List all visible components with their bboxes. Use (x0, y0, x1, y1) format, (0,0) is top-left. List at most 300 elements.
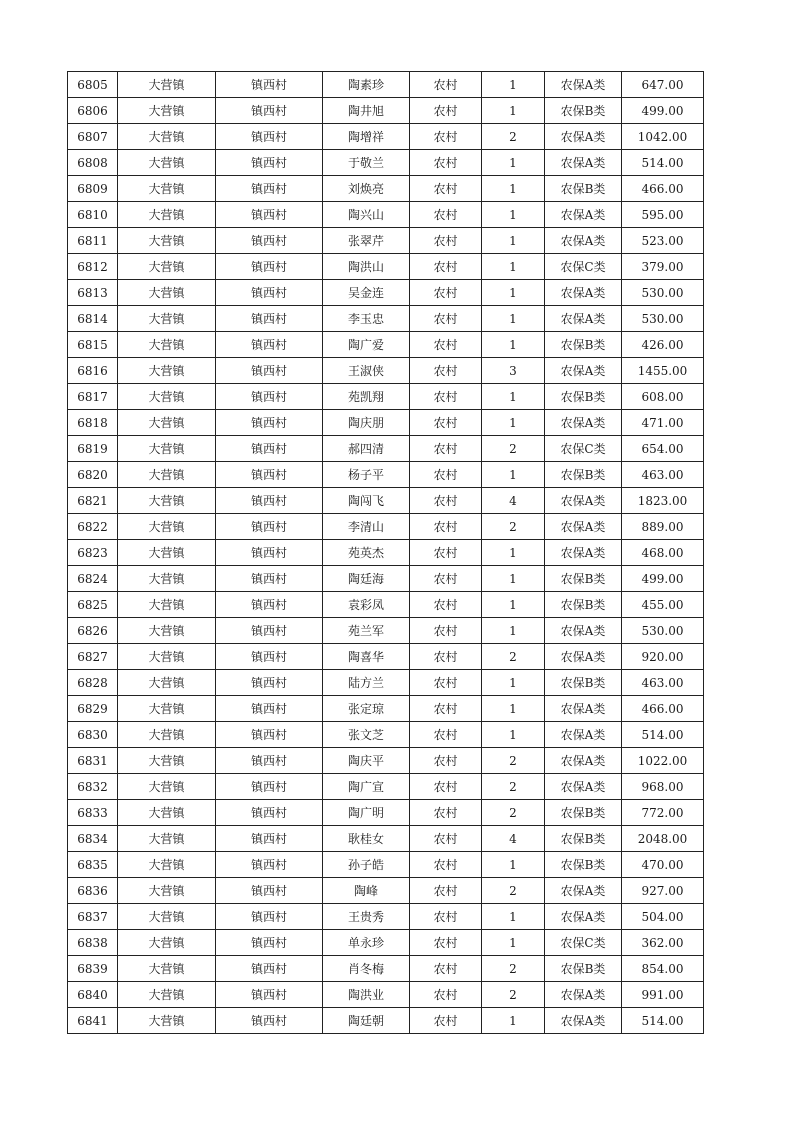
cell-household-size: 3 (482, 358, 545, 384)
cell-village: 镇西村 (216, 878, 323, 904)
cell-village: 镇西村 (216, 644, 323, 670)
cell-id: 6805 (68, 72, 118, 98)
cell-village: 镇西村 (216, 696, 323, 722)
cell-id: 6827 (68, 644, 118, 670)
cell-town: 大营镇 (118, 722, 216, 748)
cell-name: 刘焕亮 (323, 176, 410, 202)
cell-town: 大营镇 (118, 280, 216, 306)
cell-id: 6832 (68, 774, 118, 800)
table-row (68, 982, 704, 1008)
cell-category: 农村 (410, 618, 482, 644)
cell-name: 李玉忠 (323, 306, 410, 332)
cell-town: 大营镇 (118, 566, 216, 592)
cell-category: 农村 (410, 878, 482, 904)
cell-insurance-type: 农保B类 (545, 800, 622, 826)
cell-id: 6835 (68, 852, 118, 878)
table-row (68, 98, 704, 124)
cell-name: 王贵秀 (323, 904, 410, 930)
cell-name: 张文芝 (323, 722, 410, 748)
cell-village: 镇西村 (216, 956, 323, 982)
cell-name: 陶闯飞 (323, 488, 410, 514)
cell-category: 农村 (410, 228, 482, 254)
cell-category: 农村 (410, 696, 482, 722)
cell-insurance-type: 农保A类 (545, 618, 622, 644)
table-row (68, 930, 704, 956)
cell-village: 镇西村 (216, 436, 323, 462)
cell-household-size: 1 (482, 176, 545, 202)
cell-id: 6837 (68, 904, 118, 930)
cell-town: 大营镇 (118, 540, 216, 566)
table-row (68, 618, 704, 644)
table-row (68, 72, 704, 98)
table-row (68, 280, 704, 306)
cell-village: 镇西村 (216, 826, 323, 852)
table-row (68, 228, 704, 254)
cell-category: 农村 (410, 956, 482, 982)
cell-id: 6834 (68, 826, 118, 852)
cell-id: 6830 (68, 722, 118, 748)
cell-insurance-type: 农保A类 (545, 306, 622, 332)
cell-insurance-type: 农保B类 (545, 826, 622, 852)
cell-insurance-type: 农保A类 (545, 1008, 622, 1034)
cell-id: 6817 (68, 384, 118, 410)
cell-category: 农村 (410, 436, 482, 462)
cell-village: 镇西村 (216, 852, 323, 878)
table-row (68, 852, 704, 878)
cell-household-size: 1 (482, 228, 545, 254)
cell-name: 陶喜华 (323, 644, 410, 670)
cell-name: 吴金连 (323, 280, 410, 306)
cell-category: 农村 (410, 462, 482, 488)
cell-insurance-type: 农保A类 (545, 410, 622, 436)
cell-household-size: 1 (482, 410, 545, 436)
cell-category: 农村 (410, 124, 482, 150)
cell-village: 镇西村 (216, 124, 323, 150)
cell-household-size: 4 (482, 826, 545, 852)
table-row (68, 488, 704, 514)
cell-village: 镇西村 (216, 540, 323, 566)
table-row (68, 722, 704, 748)
cell-amount: 608.00 (622, 384, 704, 410)
cell-id: 6824 (68, 566, 118, 592)
cell-household-size: 2 (482, 644, 545, 670)
cell-id: 6831 (68, 748, 118, 774)
cell-name: 苑兰军 (323, 618, 410, 644)
cell-id: 6822 (68, 514, 118, 540)
cell-category: 农村 (410, 540, 482, 566)
cell-amount: 1022.00 (622, 748, 704, 774)
cell-village: 镇西村 (216, 982, 323, 1008)
cell-amount: 362.00 (622, 930, 704, 956)
table-row (68, 462, 704, 488)
cell-amount: 471.00 (622, 410, 704, 436)
table-row (68, 436, 704, 462)
cell-amount: 530.00 (622, 618, 704, 644)
cell-town: 大营镇 (118, 956, 216, 982)
cell-household-size: 1 (482, 202, 545, 228)
table-row (68, 670, 704, 696)
cell-town: 大营镇 (118, 1008, 216, 1034)
cell-category: 农村 (410, 98, 482, 124)
cell-town: 大营镇 (118, 748, 216, 774)
cell-insurance-type: 农保A类 (545, 722, 622, 748)
cell-insurance-type: 农保B类 (545, 566, 622, 592)
cell-village: 镇西村 (216, 306, 323, 332)
cell-id: 6836 (68, 878, 118, 904)
cell-village: 镇西村 (216, 176, 323, 202)
cell-household-size: 1 (482, 98, 545, 124)
cell-village: 镇西村 (216, 462, 323, 488)
cell-id: 6811 (68, 228, 118, 254)
cell-town: 大营镇 (118, 930, 216, 956)
cell-village: 镇西村 (216, 566, 323, 592)
cell-category: 农村 (410, 384, 482, 410)
cell-amount: 530.00 (622, 306, 704, 332)
cell-town: 大营镇 (118, 878, 216, 904)
cell-household-size: 1 (482, 618, 545, 644)
cell-insurance-type: 农保B类 (545, 462, 622, 488)
cell-household-size: 1 (482, 592, 545, 618)
cell-household-size: 1 (482, 852, 545, 878)
table-row (68, 332, 704, 358)
cell-name: 苑凯翔 (323, 384, 410, 410)
cell-insurance-type: 农保B类 (545, 852, 622, 878)
cell-village: 镇西村 (216, 150, 323, 176)
cell-town: 大营镇 (118, 72, 216, 98)
cell-name: 陶庆朋 (323, 410, 410, 436)
cell-town: 大营镇 (118, 358, 216, 384)
cell-name: 陶洪山 (323, 254, 410, 280)
cell-amount: 920.00 (622, 644, 704, 670)
cell-insurance-type: 农保B类 (545, 98, 622, 124)
table-row (68, 124, 704, 150)
cell-town: 大营镇 (118, 488, 216, 514)
cell-amount: 772.00 (622, 800, 704, 826)
cell-insurance-type: 农保A类 (545, 540, 622, 566)
cell-id: 6816 (68, 358, 118, 384)
cell-name: 肖冬梅 (323, 956, 410, 982)
cell-name: 陶洪业 (323, 982, 410, 1008)
cell-amount: 463.00 (622, 462, 704, 488)
cell-village: 镇西村 (216, 254, 323, 280)
table-row (68, 696, 704, 722)
table-row (68, 514, 704, 540)
cell-town: 大营镇 (118, 462, 216, 488)
cell-category: 农村 (410, 826, 482, 852)
cell-household-size: 2 (482, 514, 545, 540)
records-table (67, 71, 704, 1034)
cell-name: 张定琼 (323, 696, 410, 722)
cell-household-size: 1 (482, 696, 545, 722)
cell-name: 陶廷朝 (323, 1008, 410, 1034)
cell-amount: 2048.00 (622, 826, 704, 852)
cell-household-size: 4 (482, 488, 545, 514)
cell-household-size: 1 (482, 280, 545, 306)
cell-name: 陶井旭 (323, 98, 410, 124)
cell-town: 大营镇 (118, 982, 216, 1008)
cell-town: 大营镇 (118, 410, 216, 436)
records-table-body (68, 72, 704, 1034)
cell-category: 农村 (410, 1008, 482, 1034)
cell-town: 大营镇 (118, 592, 216, 618)
cell-category: 农村 (410, 72, 482, 98)
cell-name: 张翠芹 (323, 228, 410, 254)
cell-amount: 504.00 (622, 904, 704, 930)
cell-insurance-type: 农保A类 (545, 644, 622, 670)
cell-household-size: 1 (482, 670, 545, 696)
cell-household-size: 1 (482, 1008, 545, 1034)
cell-insurance-type: 农保C类 (545, 254, 622, 280)
cell-village: 镇西村 (216, 514, 323, 540)
cell-amount: 514.00 (622, 150, 704, 176)
cell-amount: 468.00 (622, 540, 704, 566)
cell-amount: 889.00 (622, 514, 704, 540)
cell-insurance-type: 农保A类 (545, 358, 622, 384)
cell-insurance-type: 农保A类 (545, 696, 622, 722)
cell-insurance-type: 农保A类 (545, 150, 622, 176)
cell-amount: 991.00 (622, 982, 704, 1008)
table-row (68, 150, 704, 176)
cell-amount: 595.00 (622, 202, 704, 228)
cell-town: 大营镇 (118, 644, 216, 670)
cell-amount: 927.00 (622, 878, 704, 904)
cell-id: 6810 (68, 202, 118, 228)
cell-amount: 1455.00 (622, 358, 704, 384)
cell-insurance-type: 农保A类 (545, 878, 622, 904)
cell-household-size: 1 (482, 930, 545, 956)
cell-name: 陶庆平 (323, 748, 410, 774)
table-row (68, 176, 704, 202)
cell-amount: 523.00 (622, 228, 704, 254)
cell-name: 耿桂女 (323, 826, 410, 852)
cell-town: 大营镇 (118, 904, 216, 930)
table-row (68, 904, 704, 930)
cell-town: 大营镇 (118, 436, 216, 462)
cell-id: 6839 (68, 956, 118, 982)
cell-village: 镇西村 (216, 332, 323, 358)
cell-town: 大营镇 (118, 306, 216, 332)
cell-category: 农村 (410, 566, 482, 592)
cell-household-size: 1 (482, 332, 545, 358)
cell-amount: 455.00 (622, 592, 704, 618)
cell-village: 镇西村 (216, 228, 323, 254)
cell-household-size: 1 (482, 150, 545, 176)
cell-id: 6833 (68, 800, 118, 826)
cell-town: 大营镇 (118, 514, 216, 540)
cell-id: 6823 (68, 540, 118, 566)
cell-category: 农村 (410, 410, 482, 436)
cell-name: 陶广明 (323, 800, 410, 826)
cell-village: 镇西村 (216, 800, 323, 826)
cell-category: 农村 (410, 800, 482, 826)
cell-household-size: 1 (482, 540, 545, 566)
cell-household-size: 2 (482, 436, 545, 462)
cell-category: 农村 (410, 722, 482, 748)
cell-amount: 499.00 (622, 98, 704, 124)
cell-village: 镇西村 (216, 72, 323, 98)
cell-category: 农村 (410, 488, 482, 514)
cell-id: 6813 (68, 280, 118, 306)
table-row (68, 774, 704, 800)
cell-amount: 466.00 (622, 696, 704, 722)
cell-category: 农村 (410, 982, 482, 1008)
cell-insurance-type: 农保B类 (545, 332, 622, 358)
cell-household-size: 2 (482, 982, 545, 1008)
cell-insurance-type: 农保A类 (545, 514, 622, 540)
cell-id: 6838 (68, 930, 118, 956)
cell-household-size: 1 (482, 384, 545, 410)
cell-insurance-type: 农保B类 (545, 176, 622, 202)
cell-id: 6829 (68, 696, 118, 722)
cell-id: 6826 (68, 618, 118, 644)
cell-name: 袁彩凤 (323, 592, 410, 618)
cell-category: 农村 (410, 514, 482, 540)
cell-name: 陶兴山 (323, 202, 410, 228)
cell-id: 6840 (68, 982, 118, 1008)
cell-insurance-type: 农保A类 (545, 72, 622, 98)
cell-town: 大营镇 (118, 150, 216, 176)
cell-name: 陶素珍 (323, 72, 410, 98)
cell-town: 大营镇 (118, 618, 216, 644)
cell-amount: 463.00 (622, 670, 704, 696)
cell-village: 镇西村 (216, 202, 323, 228)
cell-id: 6819 (68, 436, 118, 462)
cell-household-size: 1 (482, 254, 545, 280)
cell-insurance-type: 农保B类 (545, 956, 622, 982)
cell-name: 于敬兰 (323, 150, 410, 176)
cell-id: 6825 (68, 592, 118, 618)
cell-id: 6806 (68, 98, 118, 124)
table-row (68, 826, 704, 852)
cell-town: 大营镇 (118, 670, 216, 696)
cell-household-size: 1 (482, 72, 545, 98)
cell-town: 大营镇 (118, 176, 216, 202)
table-row (68, 644, 704, 670)
cell-insurance-type: 农保A类 (545, 202, 622, 228)
cell-amount: 514.00 (622, 1008, 704, 1034)
cell-category: 农村 (410, 670, 482, 696)
cell-id: 6820 (68, 462, 118, 488)
cell-amount: 854.00 (622, 956, 704, 982)
cell-village: 镇西村 (216, 618, 323, 644)
cell-insurance-type: 农保A类 (545, 904, 622, 930)
cell-town: 大营镇 (118, 852, 216, 878)
cell-category: 农村 (410, 280, 482, 306)
cell-town: 大营镇 (118, 228, 216, 254)
cell-category: 农村 (410, 748, 482, 774)
cell-amount: 1823.00 (622, 488, 704, 514)
cell-town: 大营镇 (118, 800, 216, 826)
cell-amount: 647.00 (622, 72, 704, 98)
cell-village: 镇西村 (216, 98, 323, 124)
cell-household-size: 1 (482, 904, 545, 930)
cell-category: 农村 (410, 254, 482, 280)
cell-household-size: 2 (482, 800, 545, 826)
cell-id: 6807 (68, 124, 118, 150)
cell-insurance-type: 农保B类 (545, 670, 622, 696)
cell-category: 农村 (410, 150, 482, 176)
cell-village: 镇西村 (216, 280, 323, 306)
cell-category: 农村 (410, 592, 482, 618)
cell-name: 陶廷海 (323, 566, 410, 592)
cell-village: 镇西村 (216, 488, 323, 514)
cell-amount: 514.00 (622, 722, 704, 748)
cell-name: 杨子平 (323, 462, 410, 488)
cell-amount: 379.00 (622, 254, 704, 280)
cell-amount: 470.00 (622, 852, 704, 878)
cell-village: 镇西村 (216, 670, 323, 696)
cell-village: 镇西村 (216, 904, 323, 930)
cell-insurance-type: 农保B类 (545, 592, 622, 618)
cell-insurance-type: 农保C类 (545, 930, 622, 956)
table-row (68, 384, 704, 410)
cell-amount: 1042.00 (622, 124, 704, 150)
cell-category: 农村 (410, 332, 482, 358)
table-row (68, 254, 704, 280)
cell-amount: 426.00 (622, 332, 704, 358)
table-row (68, 956, 704, 982)
cell-name: 苑英杰 (323, 540, 410, 566)
cell-village: 镇西村 (216, 358, 323, 384)
cell-category: 农村 (410, 644, 482, 670)
cell-insurance-type: 农保A类 (545, 124, 622, 150)
cell-category: 农村 (410, 202, 482, 228)
cell-name: 陶峰 (323, 878, 410, 904)
cell-id: 6841 (68, 1008, 118, 1034)
cell-category: 农村 (410, 904, 482, 930)
cell-village: 镇西村 (216, 748, 323, 774)
table-row (68, 748, 704, 774)
cell-household-size: 2 (482, 748, 545, 774)
cell-insurance-type: 农保A类 (545, 488, 622, 514)
table-row (68, 358, 704, 384)
cell-insurance-type: 农保B类 (545, 384, 622, 410)
cell-household-size: 2 (482, 878, 545, 904)
cell-town: 大营镇 (118, 384, 216, 410)
cell-village: 镇西村 (216, 1008, 323, 1034)
cell-town: 大营镇 (118, 696, 216, 722)
cell-village: 镇西村 (216, 774, 323, 800)
table-row (68, 800, 704, 826)
cell-id: 6821 (68, 488, 118, 514)
cell-id: 6815 (68, 332, 118, 358)
cell-insurance-type: 农保A类 (545, 280, 622, 306)
cell-name: 陆方兰 (323, 670, 410, 696)
cell-household-size: 1 (482, 462, 545, 488)
cell-id: 6809 (68, 176, 118, 202)
cell-amount: 466.00 (622, 176, 704, 202)
cell-household-size: 2 (482, 956, 545, 982)
cell-amount: 654.00 (622, 436, 704, 462)
cell-category: 农村 (410, 358, 482, 384)
cell-id: 6812 (68, 254, 118, 280)
cell-amount: 530.00 (622, 280, 704, 306)
cell-name: 陶增祥 (323, 124, 410, 150)
cell-name: 陶广宣 (323, 774, 410, 800)
cell-village: 镇西村 (216, 722, 323, 748)
cell-town: 大营镇 (118, 826, 216, 852)
cell-household-size: 2 (482, 124, 545, 150)
cell-id: 6828 (68, 670, 118, 696)
cell-household-size: 1 (482, 566, 545, 592)
table-row (68, 1008, 704, 1034)
cell-insurance-type: 农保A类 (545, 774, 622, 800)
cell-category: 农村 (410, 930, 482, 956)
cell-id: 6808 (68, 150, 118, 176)
cell-village: 镇西村 (216, 384, 323, 410)
cell-id: 6814 (68, 306, 118, 332)
cell-id: 6818 (68, 410, 118, 436)
